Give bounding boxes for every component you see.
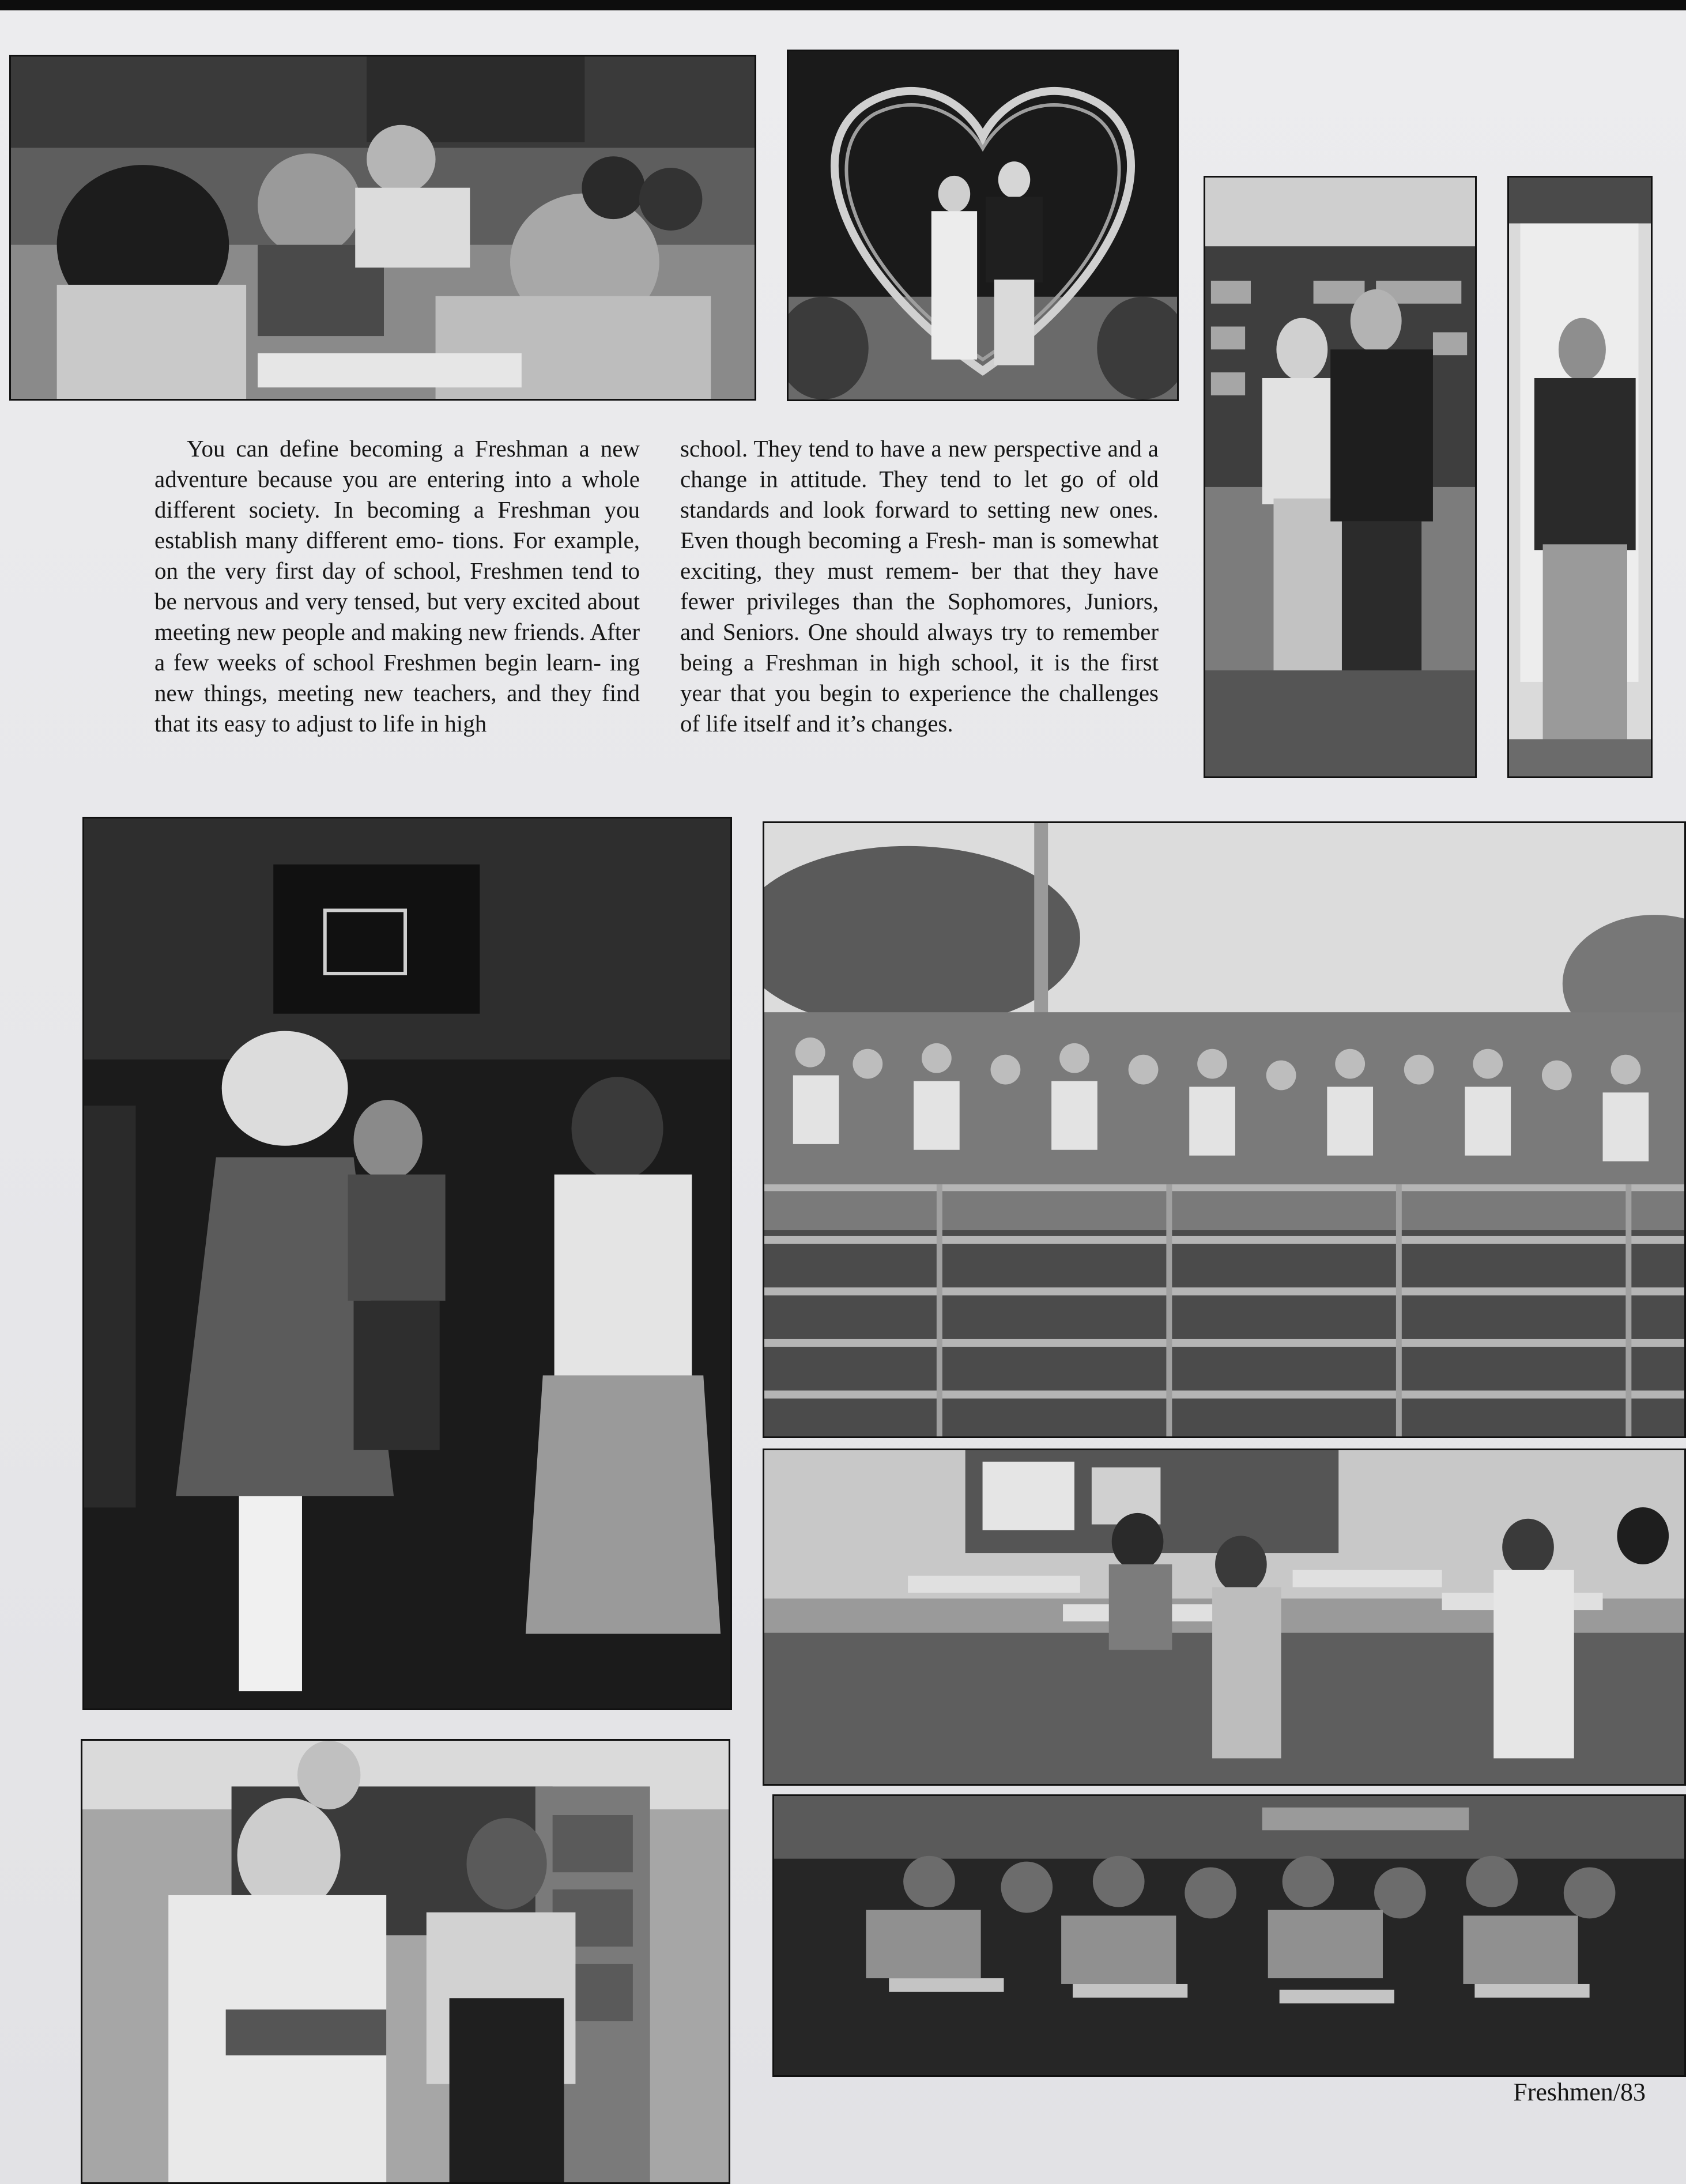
body-paragraph-2: school. They tend to have a new perspective and a change in attitude. They tend to let go of old standards and look forward to setting new ones. Even though becoming a Fresh- man is somewhat exciting, they must remem- ber that they have fewer privileges than the Sophomores, Juniors, and Seniors. One should always try to remember being a Freshman in high school, it is the first year that you begin to experience the challenges of life itself and it’s changes.	[680, 435, 1159, 737]
photo-bleachers-crowd	[763, 821, 1686, 1438]
photo-couple-heart-arch	[787, 50, 1179, 401]
body-text-column-1	[154, 433, 640, 739]
photo-classroom-desks	[763, 1449, 1686, 1786]
page-folio: Freshmen/83	[1513, 2078, 1646, 2106]
photo-dark-classroom	[772, 1794, 1686, 2077]
photo-students-dancing	[82, 817, 732, 1710]
photo-library-students	[1204, 176, 1477, 778]
scan-edge	[0, 0, 1686, 10]
body-text-column-2	[680, 433, 1159, 739]
photo-classroom-students	[9, 55, 756, 401]
photo-teacher-laughing	[81, 1739, 730, 2184]
body-paragraph-1: You can define becoming a Freshman a new adventure because you are entering into a whole different society. In becoming a Freshman you establish many different emo- tions. For example, on the very first day of school, Freshmen tend to be nervous and very tensed, but very excited about meeting new people and making new friends. After a few weeks of school Freshmen begin learn- ing new things, meeting new teachers, and they find that its easy to adjust to life in high	[154, 435, 640, 737]
photo-student-standing	[1507, 176, 1653, 778]
